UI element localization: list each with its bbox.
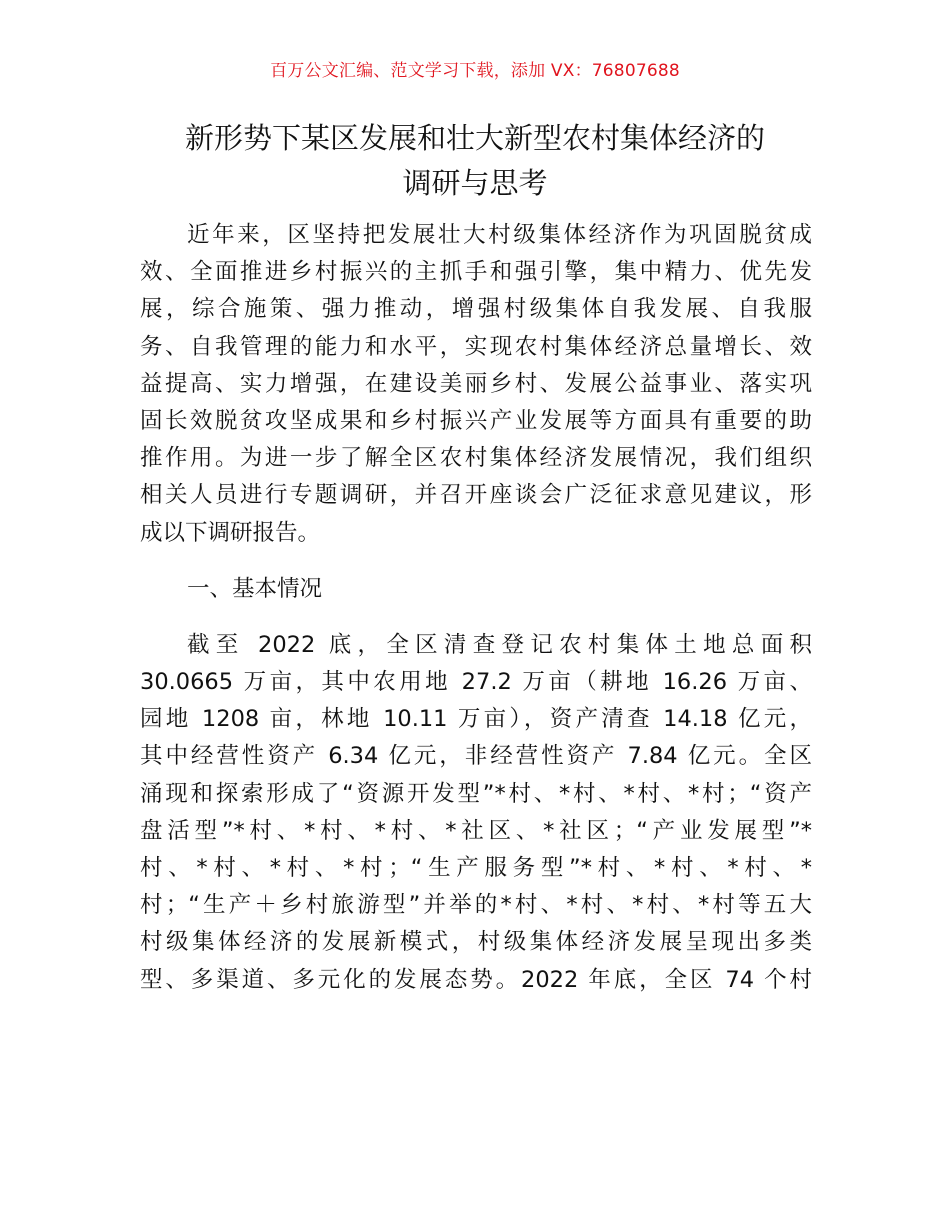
intro-paragraph	[140, 217, 812, 552]
paragraph-line: 村；“生产＋乡村旅游型”并举的*村、*村、*村、*村等五大	[140, 892, 812, 919]
paragraph-line: 村级集体经济的发展新模式，村级集体经济发展呈现出多类	[140, 929, 812, 956]
paragraph-line: 盘活型”*村、*村、*村、*社区、*社区；“产业发展型”*	[140, 817, 812, 844]
paragraph-gap	[140, 608, 812, 627]
paragraph-line: 相关人员进行专题调研，并召开座谈会广泛征求意见建议，形	[140, 482, 812, 509]
document-title	[0, 116, 950, 206]
paragraph-line: 村、*村、*村、*村；“生产服务型”*村、*村、*村、*	[140, 855, 812, 881]
title-line-1: 新形势下某区发展和壮大新型农村集体经济的	[184, 121, 765, 155]
paragraph-line: 成以下调研报告。	[140, 519, 321, 546]
section-paragraph	[140, 627, 812, 999]
paragraph-line: 30.0665 万亩，其中农用地 27.2 万亩（耕地 16.26 万亩、	[140, 669, 812, 696]
paragraph-line: 益提高、实力增强，在建设美丽乡村、发展公益事业、落实巩	[140, 370, 812, 397]
paragraph-line: 务、自我管理的能力和水平，实现农村集体经济总量增长、效	[140, 333, 812, 360]
paragraph-gap	[140, 552, 812, 571]
paragraph-line: 型、多渠道、多元化的发展态势。2022 年底，全区 74 个村	[140, 966, 812, 993]
paragraph-line: 固长效脱贫攻坚成果和乡村振兴产业发展等方面具有重要的助	[140, 407, 812, 434]
paragraph-line: 园地 1208 亩，林地 10.11 万亩），资产清查 14.18 亿元，	[140, 706, 812, 733]
paragraph-line: 截至 2022 底，全区清查登记农村集体土地总面积	[187, 631, 812, 658]
title-line-2: 调研与思考	[402, 166, 548, 200]
paragraph-line: 其中经营性资产 6.34 亿元，非经营性资产 7.84 亿元。全区	[140, 743, 812, 770]
paragraph-line: 推作用。为进一步了解全区农村集体经济发展情况，我们组织	[140, 445, 812, 472]
paragraph-line: 近年来，区坚持把发展壮大村级集体经济作为巩固脱贫成	[187, 222, 812, 248]
document-body	[140, 217, 812, 999]
section-heading: 一、基本情况	[187, 575, 323, 602]
paragraph-line: 效、全面推进乡村振兴的主抓手和强引擎，集中精力、优先发	[140, 259, 812, 286]
watermark-banner: 百万公文汇编、范文学习下载，添加 VX：76807688	[270, 61, 680, 81]
paragraph-line: 涌现和探索形成了“资源开发型”*村、*村、*村、*村；“资产	[140, 780, 812, 807]
paragraph-line: 展，综合施策、强力推动，增强村级集体自我发展、自我服	[140, 296, 812, 323]
